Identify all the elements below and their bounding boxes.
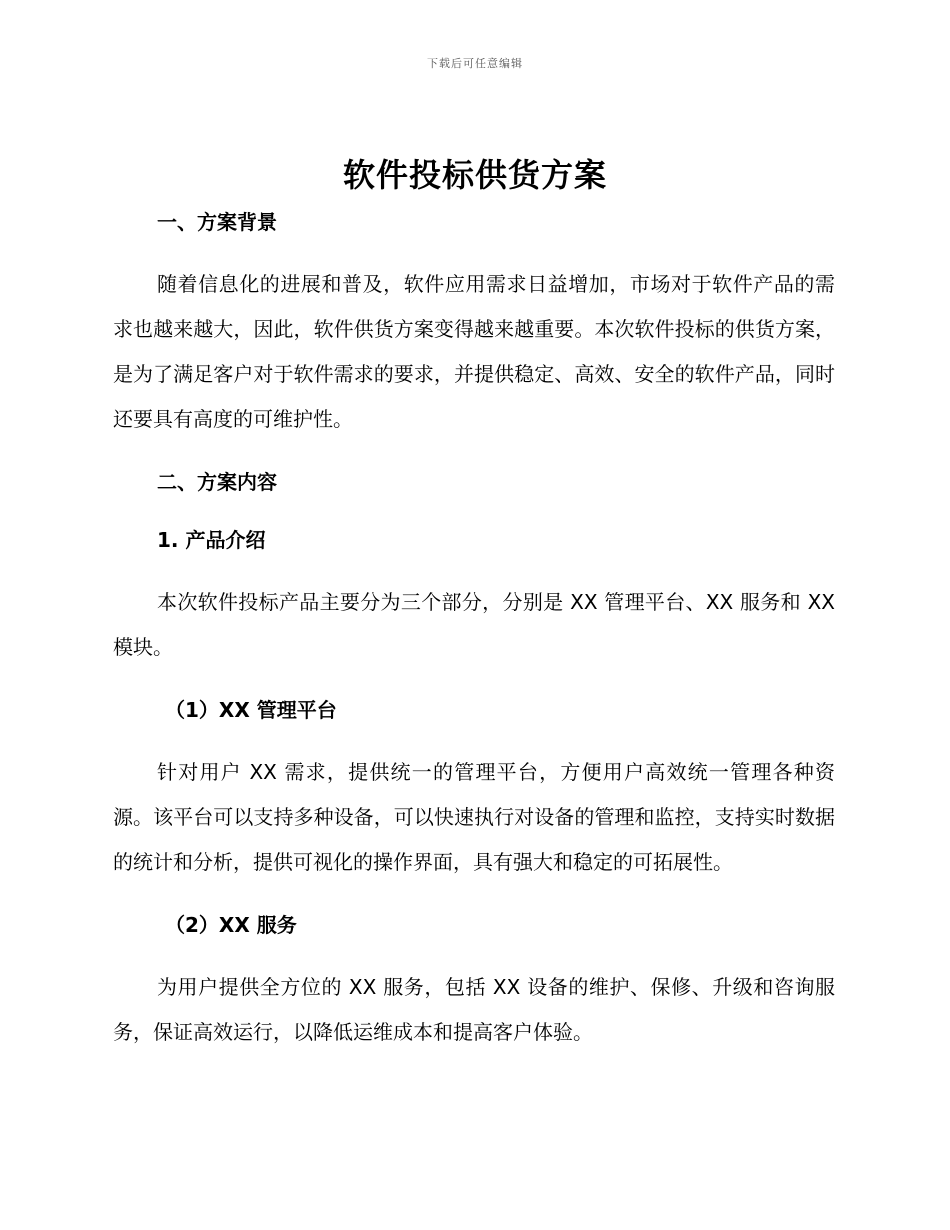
section-heading-content: 二、方案内容 (157, 470, 277, 494)
page-header-note: 下载后可任意编辑 (427, 57, 523, 70)
item-paragraph-service: 为用户提供全方位的 XX 服务，包括 XX 设备的维护、保修、升级和咨询服务，保证高效运行，以降低运维成本和提高客户体验。 (113, 975, 835, 1044)
section-heading-background: 一、方案背景 (157, 210, 277, 234)
page-title: 软件投标供货方案 (342, 156, 607, 194)
item-heading-service: （2）XX 服务 (165, 913, 297, 937)
section-paragraph-background: 随着信息化的进展和普及，软件应用需求日益增加，市场对于软件产品的需求也越来越大，因此，软件供货方案变得越来越重要。本次软件投标的供货方案，是为了满足客户对于软件需求的要求，并提供稳定、高效、安全的软件产品，同时还要具有高度的可维护性。 (113, 272, 835, 431)
item-paragraph-management-platform: 针对用户 XX 需求，提供统一的管理平台，方便用户高效统一管理各种资源。该平台可以支持多种设备，可以快速执行对设备的管理和监控，支持实时数据的统计和分析，提供可视化的操作界面，具有强大和稳定的可拓展性。 (113, 760, 835, 874)
item-heading-management-platform: （1）XX 管理平台 (165, 698, 337, 722)
document-body (113, 204, 835, 1055)
subsection-heading-product-intro: 1. 产品介绍 (157, 528, 266, 552)
section-paragraph-product-intro: 本次软件投标产品主要分为三个部分，分别是 XX 管理平台、XX 服务和 XX 模块。 (113, 590, 835, 659)
